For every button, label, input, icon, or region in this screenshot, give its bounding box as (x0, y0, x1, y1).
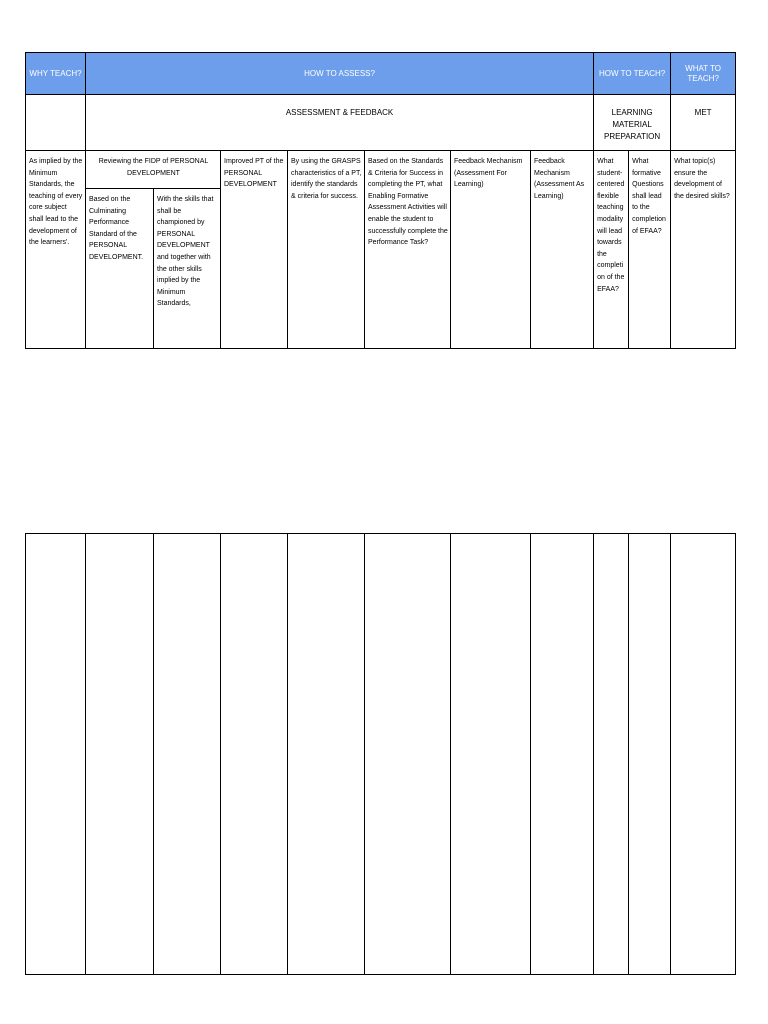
blank-cell[interactable] (671, 534, 736, 975)
topics-cell: What topic(s) ensure the development of the desired skills? (671, 151, 736, 349)
met-cell: MET (671, 95, 736, 151)
blank-cell[interactable] (26, 534, 86, 975)
blank-cell[interactable] (365, 534, 451, 975)
culminating-standard-cell: Based on the Culminating Performance Standard of the PERSONAL DEVELOPMENT. (86, 189, 154, 349)
blank-cell[interactable] (629, 534, 671, 975)
planning-matrix-table (25, 52, 736, 349)
blank-cell[interactable] (451, 534, 531, 975)
content-row (26, 151, 736, 189)
student-centered-modality-cell: What student-centered flexible teaching modality will lead towards the completion of the EFAA? (594, 151, 629, 349)
header-row (26, 53, 736, 95)
how-to-teach-header: HOW TO TEACH? (594, 53, 671, 95)
assessment-feedback-cell: ASSESSMENT & FEEDBACK (86, 95, 594, 151)
how-to-assess-header: HOW TO ASSESS? (86, 53, 594, 95)
reviewing-fidp-cell: Reviewing the FIDP of PERSONAL DEVELOPMENT (86, 151, 221, 189)
improved-pt-cell: Improved PT of the PERSONAL DEVELOPMENT (221, 151, 288, 349)
blank-cell[interactable] (288, 534, 365, 975)
blank-cell[interactable] (221, 534, 288, 975)
what-to-teach-header: WHAT TO TEACH? (671, 53, 736, 95)
skills-championed-cell: With the skills that shall be championed by PERSONAL DEVELOPMENT and together with the other skills implied by the Minimum Standards, (154, 189, 221, 349)
why-teach-text: As implied by the Minimum Standards, the teaching of every core subject shall lead to the development of the learners'. (26, 151, 86, 349)
efaa-cell: Based on the Standards & Criteria for Success in completing the PT, what Enabling Formative Assessment Activities will enable the student to successfully complete the Performance Task? (365, 151, 451, 349)
learning-material-cell: LEARNING MATERIAL PREPARATION (594, 95, 671, 151)
why-teach-header: WHY TEACH? (26, 53, 86, 95)
blank-entry-table (25, 533, 736, 975)
subheader-row (26, 95, 736, 151)
feedback-as-learning-cell: Feedback Mechanism (Assessment As Learning) (531, 151, 594, 349)
blank-entry-row (26, 534, 736, 975)
blank-cell[interactable] (594, 534, 629, 975)
blank-cell[interactable] (531, 534, 594, 975)
blank-cell[interactable] (154, 534, 221, 975)
feedback-for-learning-cell: Feedback Mechanism (Assessment For Learning) (451, 151, 531, 349)
blank-cell[interactable] (86, 534, 154, 975)
grasps-cell: By using the GRASPS characteristics of a PT, identify the standards & criteria for success. (288, 151, 365, 349)
formative-questions-cell: What formative Questions shall lead to the completion of EFAA? (629, 151, 671, 349)
empty-cell (26, 95, 86, 151)
